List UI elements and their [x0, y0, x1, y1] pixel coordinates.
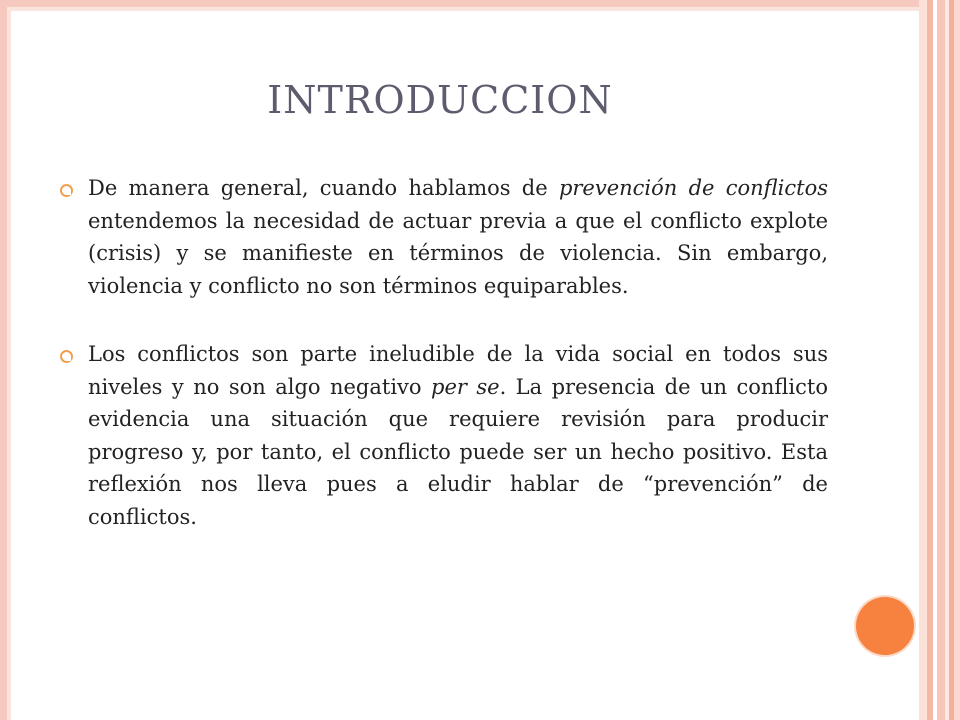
- decorative-stripe: [954, 0, 960, 720]
- ring-bullet-icon: [60, 350, 73, 363]
- decorative-stripe: [919, 0, 927, 720]
- bullet-text: entendemos la necesidad de actuar previa a que el conflicto explote (crisis) y se manifieste en términos de violencia. Sin embargo, violencia y conflicto no son términos equiparables.: [88, 208, 828, 298]
- bullet-text-italic: per se: [431, 374, 500, 399]
- bullet-text: De manera general, cuando hablamos de: [88, 176, 559, 200]
- bullet-list: [60, 172, 828, 569]
- bullet-item-1: [60, 172, 828, 302]
- slide-title: INTRODUCCION: [267, 78, 613, 122]
- frame-inner-top-border: [7, 7, 925, 11]
- bullet-text: Los conflictos son parte ineludible de la vida social en todos sus niveles y no son algo negativo: [88, 342, 828, 399]
- bullet-item-2: [60, 338, 828, 533]
- bullet-text: . La presencia de un conflicto evidencia una situación que requiere revisión para producir progreso y, por tanto, el conflicto puede ser un hecho positivo. Esta reflexión nos lleva pues a eludir hablar de “prevención” de conflictos.: [88, 374, 828, 529]
- ring-bullet-icon: [60, 184, 73, 197]
- frame-top-border: [0, 0, 960, 7]
- decorative-stripe: [937, 0, 945, 720]
- bullet-text-italic: prevención de conflictos: [558, 176, 828, 200]
- decorative-orange-circle: [856, 597, 914, 655]
